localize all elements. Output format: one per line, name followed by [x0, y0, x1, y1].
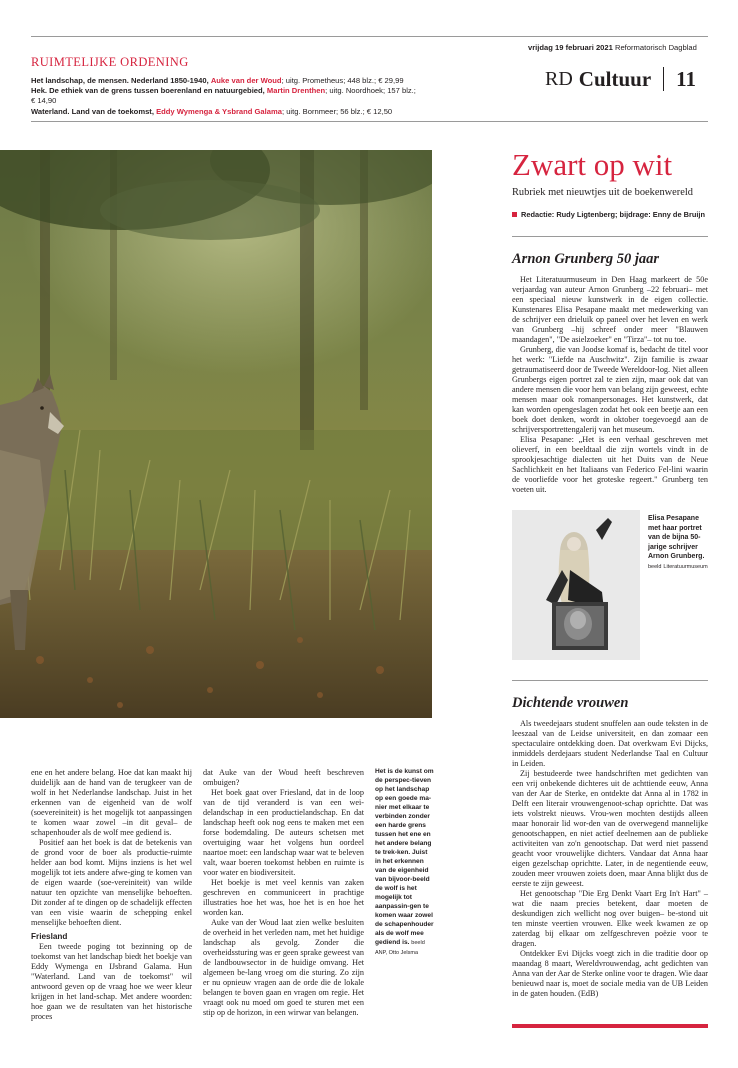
header-rule [31, 121, 708, 122]
wolf-photo [0, 150, 432, 718]
dateline [528, 43, 697, 52]
top-rule [31, 36, 708, 37]
paper-name: Reformatorisch Dagblad [614, 43, 697, 52]
bottom-accent-bar [512, 1024, 708, 1028]
article-body: Het Literatuurmuseum in Den Haag markeert de 50e verjaardag van auteur Arnon Grunberg –22 februari– met een speciaal nieuw kunstwerk in de eigen collectie. Kunstenares Elisa Pesapane maakt met medewerking van de schrijver een drieluik op paneel over het leven en werk van Grunberg –hij schreef onder meer "Blauwen maandagen", "De asielzoeker" en "Tirza"– tot nu toe. Grunberg, die van Joodse komaf is, bedacht de titel voor het werk: "Liefde na Auschwitz". Zijn familie is zwaar getraumatiseerd door de Tweede Wereldoor-log. Niet alleen Grunbergs eigen portret zal te zien zijn, maar ook dat van andere mensen die voor hem van belang zijn geweest, echte mensen maar ook romanpersonages. Het kunstwerk, dat kan worden opengeslagen zodat het ook een beetje aan een boek doet denken, wordt in oktober toegevoegd aan de schrijversportrettengalerij van het museum. Elisa Pesapane: „Het is een verhaal geschreven met olieverf, in een beeldtaal die zijn wortels vindt in de sprookjesachtige dialecten uit het Duits van de Neue Sachlichkeit en het Italiaans van Federico Fel-lini waarin de voorliefde voor het groteske regeert." Grunberg ten voeten uit. [512, 275, 708, 494]
book-item: Waterland. Land van de toekomst, Eddy Wymenga & Ysbrand Galama; uitg. Bornmeer; 56 blz.; € 12,50 [31, 106, 393, 116]
bullet-square-icon [512, 212, 517, 217]
section-name: Cultuur [578, 66, 652, 91]
photo-caption: Het is de kunst om de perspec-tieven op het landschap op een goede ma-nier met elkaar te verbinden zonder een harde grens tussen het ene en het andere belang te trek-ken. Juist in het erkennen van de eigenheid van bijvoor-beeld de wolf is het mogelijk tot aanpassin-gen te komen waar zowel de schapenhouder als de wolf mee gediend is. beeld ANP, Otto Jelsma [375, 768, 434, 956]
subheading: Friesland [31, 932, 68, 941]
portrait-photo [512, 510, 640, 660]
masthead-divider [663, 67, 664, 91]
book-item: Hek. De ethiek van de grens tussen boerenland en natuurgebied, Martin Drenthen; uitg. Noordhoek; 157 blz.; € 14,90 [31, 86, 416, 106]
column-credits: Redactie: Rudy Ligtenberg; bijdrage: Enny de Bruijn [512, 210, 705, 219]
brand-logo: RD [545, 67, 573, 90]
issue-date: vrijdag 19 februari 2021 [528, 43, 613, 52]
article-body: Als tweedejaars student snuffelen aan oude teksten in de leeszaal van de Leidse universiteit, en dan zomaar een spectaculaire ontdekking doen. Dat overkwam Evi Dijcks, inmiddels derdejaars student Nederlandse Taal en Cultuur in Leiden. Zij bestudeerde twee handschriften met gedichten van een vrij onbekende dichteres uit de achttiende eeuw, Anna van der Aar de Sterke, en ontdekte dat Anna al in 1782 in Delft een literair vrouwengenoot-schap oprichtte. Dat was iets volstrekt nieuws. Vrou-wen mochten destijds alleen maar honorair lid wor-den van de overwegend mannelijke genootschappen, en niet actief deelnemen aan de publieke activiteiten van zo'n genootschap. Dat werd niet passend geacht voor vrouwelijke dichters. Vandaar dat Anna haar eigen gezelschap oprichtte. Later, in de negentiende eeuw, zouden meer vrouwen zoiets doen, maar Anna blijkt dus de eerste te zijn geweest. Het genootschap "Die Erg Denkt Vaart Erg In't Hart" –wat die naam precies betekent, daar moeten de deskundigen zich wellicht nog over buigen– be-stond uit ten minste veertien vrouwen. Elke week kwamen ze op zaterdag bij elkaar om zelfgeschreven poëzie voor te dragen. Ontdekker Evi Dijcks voegt zich in die traditie door op maandag 8 maart, Wereldvrouwendag, acht gedichten van Anna van der Aar de Sterke online voor te dragen. Wie daar benieuwd naar is, moet de sociale media van de UB Leiden in de gaten houden. (EdB) [512, 719, 708, 998]
column-title: Zwart op wit [512, 147, 673, 182]
main-article-col2: dat Auke van der Woud heeft beschreven ombuigen? Het boek gaat over Friesland, dat in de loop van de tijd veranderd is van een wei-delandschap in een productielandschap. En dat landschap heeft ook nog eens te maken met een forse bodemdaling. De auteurs schetsen met overtuiging waar het volgens hun oordeel naartoe moet: een landschap waar wat te beleven valt, waar boeren toekomst hebben en ruimte is voor water en biodiversiteit. Het boekje is met veel kennis van zaken geschreven en communiceert in prachtige illustraties hoe het was, hoe het is en hoe het worden kan. Auke van der Woud laat zien welke besluiten de overheid in het verleden nam, met het huidige landschap als gevolg. Zonder die overheidssturing was er geen sprake geweest van de landbouwsector in de huidige omvang. Het algemeen be-lang vroeg om die sturing. Zo zijn er nu opnieuw vragen aan de orde die de lokale belangen te boven gaan en vragen om regie. Het vraagt ook nu moed om goed te sturen met een stip op de horizon, in een wirwar van belangen. [203, 768, 364, 1017]
article-title: Arnon Grunberg 50 jaar [512, 251, 660, 267]
masthead [545, 64, 696, 94]
section-label: RUIMTELIJKE ORDENING [31, 55, 189, 69]
wolf-photo-image [0, 150, 432, 718]
portrait-photo-image [512, 510, 640, 660]
column-subtitle: Rubriek met nieuwtjes uit de boekenwereld [512, 187, 693, 198]
article-title: Dichtende vrouwen [512, 695, 629, 711]
book-list [31, 76, 421, 117]
main-article-col1: ene en het andere belang. Hoe dat kan maakt hij duidelijk aan de hand van de terugkeer van de wolf in het Nederlandse landschap. Juist in het erkennen van de eigenheid van de wolf (soevereiniteit) is het mogelijk tot aanpassingen te komen waar zowel –in dit geval– de schapenhouder als de wolf mee gediend is. Positief aan het boek is dat de betekenis van de grond voor de boer als productie-ruimte helder aan bod komt. Mijns inziens is het wel mogelijk tot iets andere afwe-ging te komen van de eigen waarde (soe-vereiniteit) van wilde natuur ten opzichte van menselijke behoeften. Dit zonder af te dingen op de schadelijk effecten van een visie waarin de schepping enkel menselijke behoeften dient. Friesland Een tweede poging tot bezinning op de toekomst van het landschap biedt het boekje van Eddy Wymenga en IJsbrand Galama. Hun "Waterland. Land van de toekomst" wil antwoord geven op de vraag hoe we weer kleur krijgen in het land-schap. Met andere woorden: hoe gaan we de resultaten van het historische proces [31, 768, 192, 1021]
column-rule [512, 236, 708, 237]
portrait-caption: Elisa Pesapane met haar portret van de bijna 50-jarige schrijver Arnon Grunberg. beeld Literatuurmuseum [648, 515, 708, 570]
book-item: Het landschap, de mensen. Nederland 1850-1940, Auke van der Woud; uitg. Prometheus; 448 blz.; € 29,99 [31, 76, 404, 85]
page-number: 11 [676, 66, 696, 91]
article-divider [512, 680, 708, 681]
